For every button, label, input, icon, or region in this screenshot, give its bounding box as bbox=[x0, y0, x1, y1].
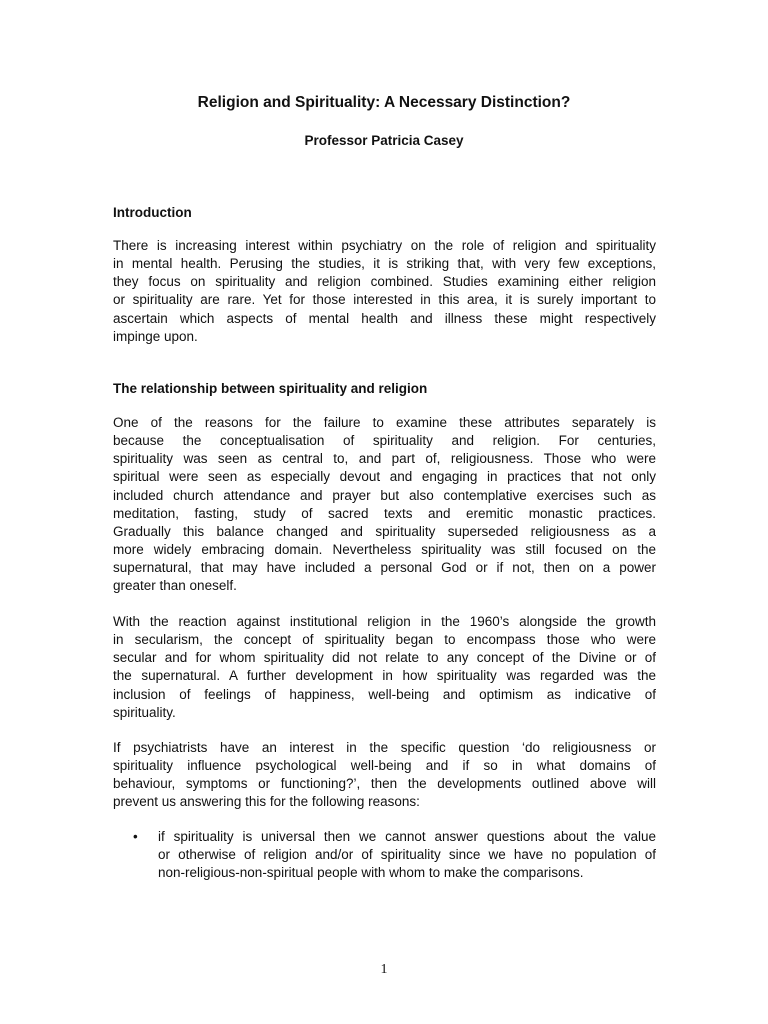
paragraph-line: With the reaction against institutional religion in the 1960’s alongside the growth bbox=[113, 614, 656, 629]
paragraph-line: secular and for whom spirituality did not relate to any concept of the Divine or of bbox=[113, 650, 656, 666]
bullet-line: if spirituality is universal then we cannot answer questions about the value bbox=[158, 829, 656, 844]
page-number: 1 bbox=[380, 962, 388, 977]
section-heading-relationship: The relationship between spirituality and religion bbox=[113, 381, 428, 396]
paragraph-line: they focus on spirituality and religion combined. Studies examining either religion bbox=[113, 274, 656, 290]
document-author: Professor Patricia Casey bbox=[304, 133, 464, 148]
paragraph-line: There is increasing interest within psychiatry on the role of religion and spirituality bbox=[113, 238, 656, 253]
paragraph-introduction bbox=[113, 237, 656, 346]
paragraph-line: One of the reasons for the failure to examine these attributes separately is bbox=[113, 415, 656, 430]
bullet-line: or otherwise of religion and/or of spirituality since we have no population of bbox=[158, 847, 656, 863]
section-heading-introduction: Introduction bbox=[113, 205, 192, 220]
paragraph-relationship-3 bbox=[113, 739, 656, 812]
paragraph-line: in secularism, the concept of spirituality began to encompass those who were bbox=[113, 632, 656, 648]
paragraph-line: ascertain which aspects of mental health and illness these might respectively bbox=[113, 310, 656, 326]
bullet-marker: • bbox=[133, 829, 138, 844]
paragraph-relationship-2 bbox=[113, 613, 656, 722]
paragraph-line: included church attendance and prayer but also contemplative exercises such as bbox=[113, 487, 656, 503]
paragraph-line: supernatural, that may have included a personal God or if not, then on a power bbox=[113, 560, 656, 576]
paragraph-line: spirituality. bbox=[113, 704, 176, 720]
bullet-line: non-religious-non-spiritual people with whom to make the comparisons. bbox=[158, 865, 584, 881]
paragraph-line: in mental health. Perusing the studies, it is striking that, with very few exceptions, bbox=[113, 256, 656, 272]
paragraph-line: behaviour, symptoms or functioning?’, then the developments outlined above will bbox=[113, 776, 656, 792]
paragraph-line: more widely embracing domain. Nevertheless spirituality was still focused on the bbox=[113, 541, 656, 557]
paragraph-relationship-1 bbox=[113, 414, 656, 595]
paragraph-line: greater than oneself. bbox=[113, 578, 237, 594]
document-title: Religion and Spirituality: A Necessary Distinction? bbox=[197, 94, 571, 111]
paragraph-line: or spirituality are rare. Yet for those interested in this area, it is surely important to bbox=[113, 292, 656, 308]
paragraph-line: spirituality was seen as central to, and part of, religiousness. Those who were bbox=[113, 451, 656, 467]
bullet-item bbox=[158, 828, 656, 882]
paragraph-line: inclusion of feelings of happiness, well-being and optimism as indicative of bbox=[113, 686, 656, 702]
paragraph-line: spirituality influence psychological well-being and if so in what domains of bbox=[113, 758, 656, 774]
paragraph-line: because the conceptualisation of spirituality and religion. For centuries, bbox=[113, 433, 656, 449]
paragraph-line: the supernatural. A further development in how spirituality was regarded was the bbox=[113, 668, 656, 684]
paragraph-line: Gradually this balance changed and spirituality superseded religiousness as a bbox=[113, 523, 656, 539]
paragraph-line: spiritual were seen as especially devout and engaging in practices that not only bbox=[113, 469, 656, 485]
paragraph-line: prevent us answering this for the following reasons: bbox=[113, 794, 420, 810]
paragraph-line: impinge upon. bbox=[113, 328, 198, 344]
paragraph-line: If psychiatrists have an interest in the specific question ‘do religiousness or bbox=[113, 740, 656, 755]
paragraph-line: meditation, fasting, study of sacred texts and eremitic monastic practices. bbox=[113, 505, 656, 521]
